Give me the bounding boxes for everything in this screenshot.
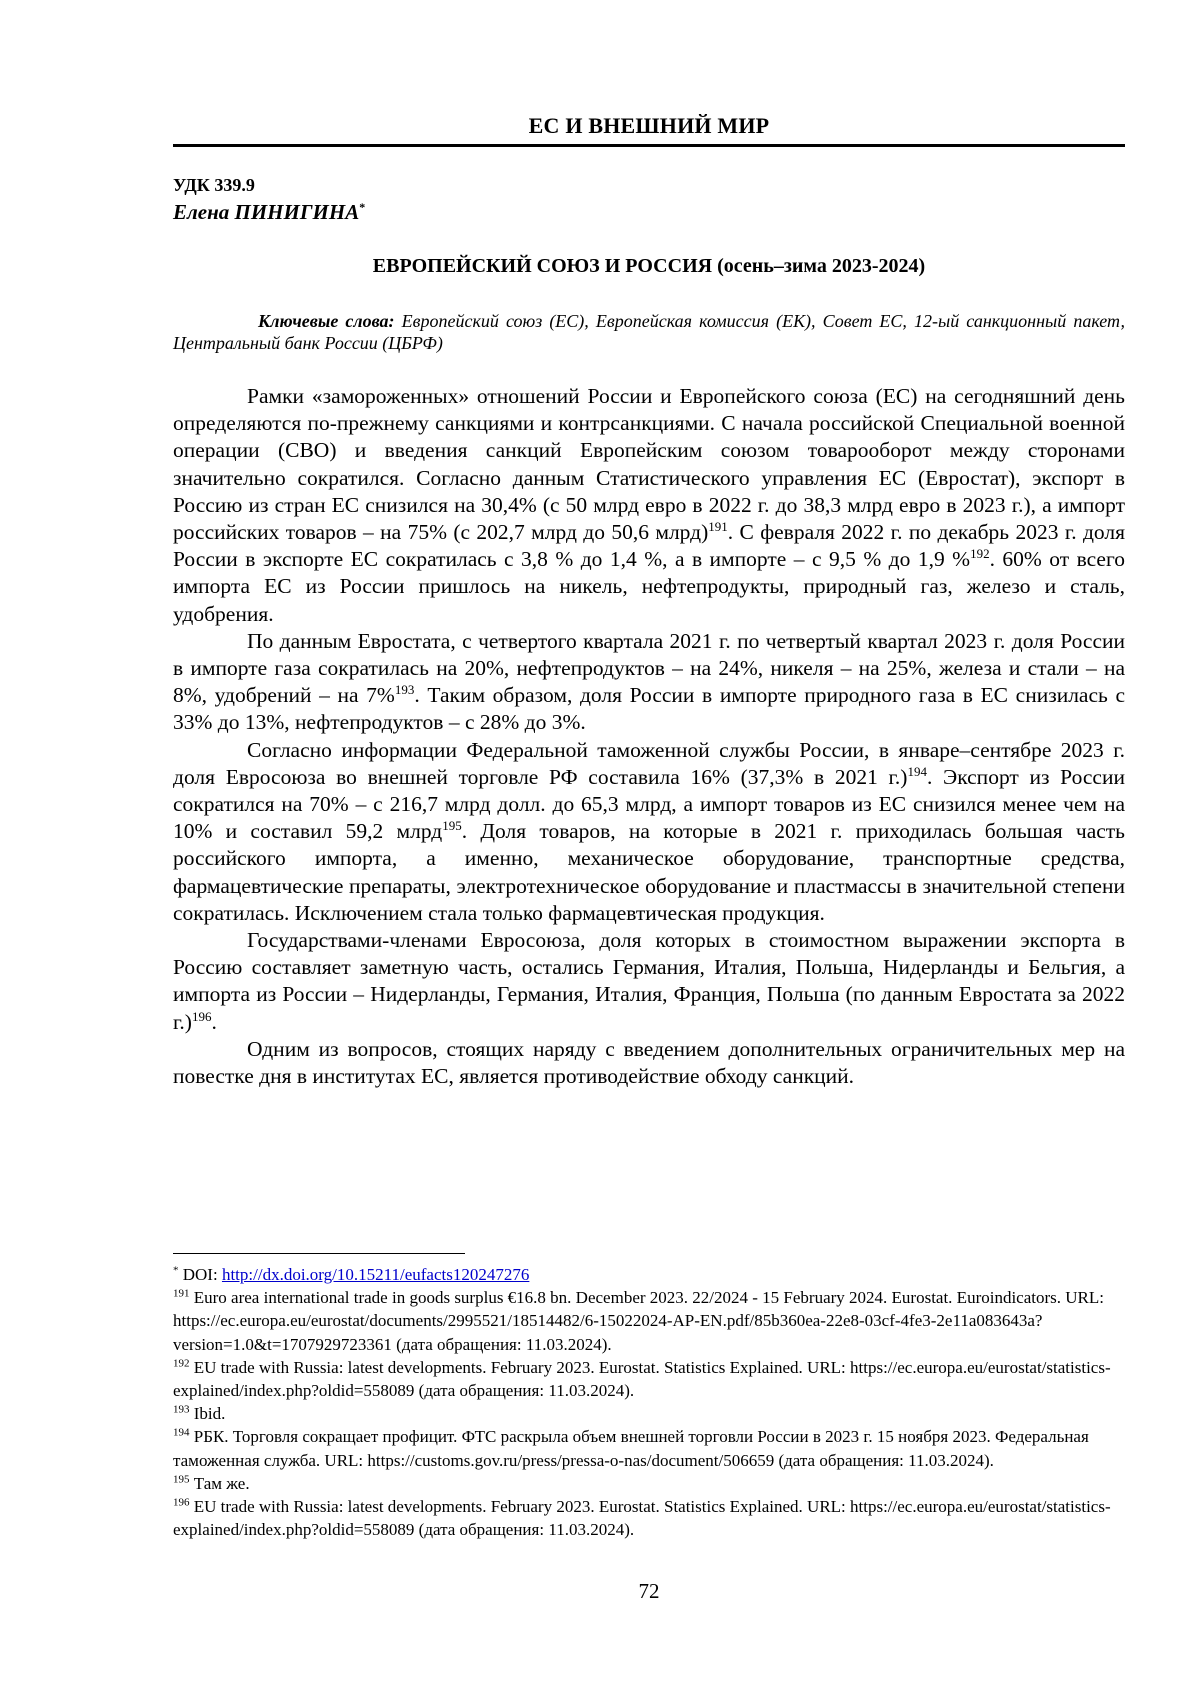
paragraph-text: Рамки «замороженных» отношений России и Европейского союза (ЕС) на сегодняшний день определяются по-прежнему санкциями и контрсанкциями. С начала российской Специальной военной операции (СВО) и введения санкций Европейским союзом товарооборот между сторонами значительно сократился. Согласно данным Статистического управления ЕС (Евростат), экспорт в Россию из стран ЕС снизился на 30,4% (с 50 млрд евро в 2022 г. до 38,3 млрд евро в 2023 г.), а импорт российских товаров – на 75% (с 202,7 млрд до 50,6 млрд): [173, 384, 1125, 545]
footnote-item: [173, 1425, 1125, 1471]
footnote-item: [173, 1472, 1125, 1495]
footnote-text: РБК. Торговля сокращает профицит. ФТС раскрыла объем внешней торговли России в 2023 г. 15 ноября 2023. Федеральная таможенная служба. URL: https://customs.gov.ru/press/pressa-o-nas/document/506659 (дата обращения: 11.03.2024).: [173, 1427, 1089, 1470]
paragraph-text: . С февраля 2022 г. по декабрь 2023 г. доля России в экспорте ЕС сократилась с 3,8 % до 1,4 %, а в импорте – с 9,5 % до 1,9 %: [173, 520, 1125, 572]
article-body: [173, 383, 1125, 1090]
body-paragraph: [173, 927, 1125, 1036]
author-footnote-mark: *: [359, 200, 366, 214]
page-number: 72: [638, 1579, 660, 1603]
footnote-number: 195: [173, 1473, 190, 1486]
footnote-mark: *: [173, 1264, 179, 1277]
paragraph-text: По данным Евростата, с четвертого квартала 2021 г. по четвертый квартал 2023 г. доля России в импорте газа сократилась на 20%, нефтепродуктов – на 24%, никеля – на 25%, железа и стали – на 8%, удобрений – на 7%: [173, 628, 1125, 708]
paragraph-text: .: [211, 1009, 217, 1034]
paragraph-text: . Экспорт из России сократился на 70% – с 216,7 млрд долл. до 65,3 млрд, а импорт товаров из ЕС снизился менее чем на 10% и составил 59,2 млрд: [173, 764, 1125, 844]
body-paragraph: [173, 383, 1125, 628]
footnote-rule: [173, 1253, 465, 1254]
article-title: ЕВРОПЕЙСКИЙ СОЮЗ И РОССИЯ (осень–зима 2023-2024): [372, 255, 926, 277]
footnote-item: [173, 1495, 1125, 1541]
keywords: [173, 310, 1125, 354]
header-rule: [173, 144, 1125, 147]
footnote-text: EU trade with Russia: latest developments. February 2023. Eurostat. Statistics Explained. URL: https://ec.europa.eu/eurostat/statistics-explained/index.php?oldid=558089 (дата обращения: 11.03.2024).: [173, 1497, 1111, 1540]
author-name: [173, 200, 365, 225]
body-paragraph: [173, 737, 1125, 927]
footnote-text: Ibid.: [193, 1404, 226, 1424]
keywords-label: Ключевые слова:: [258, 311, 395, 331]
paragraph-text: . Доля товаров, на которые в 2021 г. приходилась большая часть российского импорта, а именно, механическое оборудование, транспортные средства, фармацевтические препараты, электротехническое оборудование и пластмассы в значительной степени сократилась. Исключением стала только фармацевтическая продукция.: [173, 819, 1125, 925]
footnote-ref: 194: [907, 763, 927, 779]
udc-code: УДК 339.9: [173, 175, 255, 195]
page: [173, 0, 1125, 1697]
section-header: ЕС И ВНЕШНИЙ МИР: [528, 113, 770, 138]
footnotes: [173, 1263, 1125, 1541]
keywords-text: Европейский союз (ЕС), Европейская комиссия (ЕК), Совет ЕС, 12-ый санкционный пакет, Центральный банк России (ЦБРФ): [173, 311, 1126, 353]
footnote-number: 191: [173, 1287, 190, 1300]
footnote-ref: 196: [191, 1008, 212, 1024]
footnote-text: Euro area international trade in goods surplus €16.8 bn. December 2023. 22/2024 - 15 February 2024. Eurostat. Euroindicators. URL: https://ec.europa.eu/eurostat/documents/2995521/18514482/6-15022024-AP-EN.pdf/85b360ea-22e8-03cf-4fe3-2e11a083643a?version=1.0&t=1707929723361 (дата обращения: 11.03.2024).: [173, 1288, 1104, 1354]
footnote-number: 196: [173, 1496, 190, 1509]
footnote-text: Там же.: [193, 1473, 250, 1493]
body-paragraph: [173, 1036, 1125, 1090]
doi-link[interactable]: http://dx.doi.org/10.15211/eufacts120247276: [221, 1265, 530, 1284]
footnote-item: [173, 1356, 1125, 1402]
footnote-ref: 192: [970, 546, 990, 562]
body-paragraph: [173, 628, 1125, 737]
paragraph-text: Согласно информации Федеральной таможенной службы России, в январе–сентябре 2023 г. доля Евросоюза во внешней торговле РФ составила 16% (37,3% в 2021 г.): [173, 737, 1125, 789]
footnote-item: [173, 1402, 1125, 1425]
footnote-number: 192: [173, 1357, 190, 1370]
footnote-ref: 191: [708, 518, 728, 534]
footnote-text: EU trade with Russia: latest developments. February 2023. Eurostat. Statistics Explained. URL: https://ec.europa.eu/eurostat/statistics-explained/index.php?oldid=558089 (дата обращения: 11.03.2024).: [173, 1357, 1111, 1401]
footnote-ref: 193: [394, 682, 415, 698]
footnote-number: 193: [173, 1403, 190, 1416]
paragraph-text: . 60% от всего импорта ЕС из России пришлось на никель, нефтепродукты, природный газ, железо и сталь, удобрения.: [173, 547, 1125, 626]
footnote-ref: 195: [442, 818, 462, 834]
footnote-item: [173, 1286, 1125, 1356]
paragraph-text: . Таким образом, доля России в импорте природного газа в ЕС снизилась с 33% до 13%, нефтепродуктов – с 28% до 3%.: [173, 683, 1125, 735]
paragraph-text: Государствами-членами Евросоюза, доля которых в стоимостном выражении экспорта в Россию составляет заметную часть, остались Германия, Италия, Польша, Нидерланды и Бельгия, а импорта из России – Нидерланды, Германия, Италия, Франция, Польша (по данным Евростата за 2022 г.): [173, 928, 1125, 1034]
footnote-number: 194: [173, 1426, 190, 1439]
paragraph-text: Одним из вопросов, стоящих наряду с введением дополнительных ограничительных мер на повестке дня в институтах ЕС, является противодействие обходу санкций.: [173, 1036, 1125, 1089]
footnote-doi: [173, 1263, 1125, 1286]
author-text: Елена ПИНИГИНА: [173, 200, 360, 224]
doi-label: DOI:: [182, 1265, 218, 1284]
